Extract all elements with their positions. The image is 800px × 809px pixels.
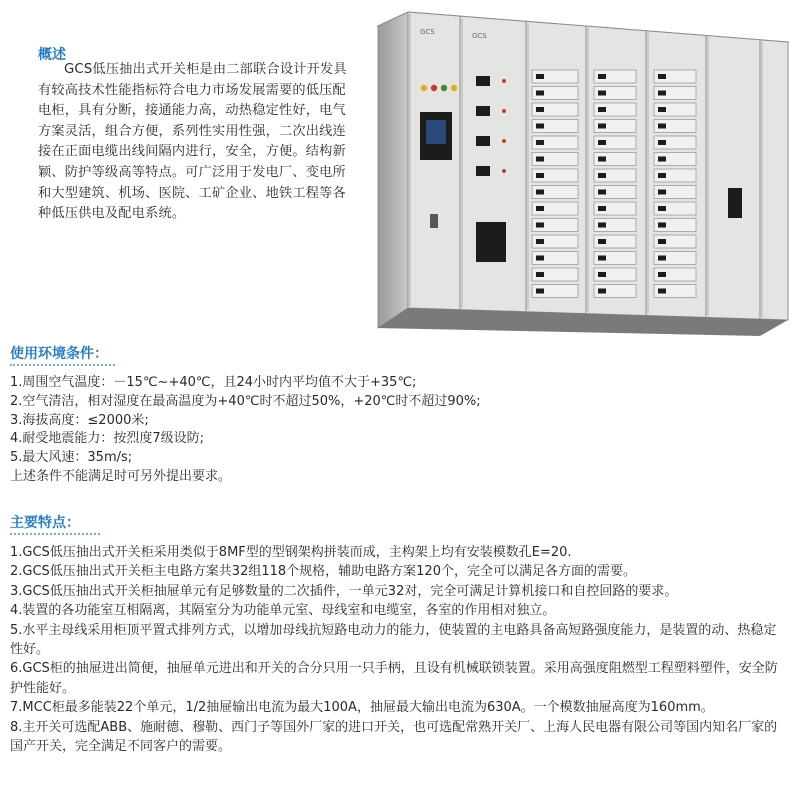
feature-item: 5.水平主母线采用柜顶平置式排列方式，以增加母线抗短路电动力的能力，使装置的主电路具备高短路强度能力，是装置的动、热稳定性好。 xyxy=(10,622,777,658)
breaker-window xyxy=(728,188,742,218)
drawer-breaker xyxy=(476,136,490,146)
environment-list xyxy=(10,374,481,487)
feature-item: 6.GCS柜的抽屉进出简便，抽屉单元进出和开关的合分只用一只手柄，且设有机械联锁装置。采用高强度阻燃型工程塑料塑件，安全防护性能好。 xyxy=(10,661,778,696)
drawer-breaker xyxy=(476,76,490,86)
environment-title: 使用环境条件： xyxy=(10,346,108,362)
features-list xyxy=(10,543,788,756)
indicator-lamp xyxy=(441,85,447,91)
feature-item: 2.GCS低压抽出式开关柜主电路方案共32组118个规格，辅助电路方案120个，完全可以满足各方面的需要。 xyxy=(10,564,636,580)
overview-paragraph xyxy=(38,60,356,225)
cabinet-panel xyxy=(706,36,760,320)
drawer-breaker xyxy=(476,106,490,116)
features-title: 主要特点： xyxy=(10,515,80,531)
feature-item: 3.GCS低压抽出式开关柜抽屉单元有足够数量的二次插件，一单元32对，完全可满足计算机接口和自控回路的要求。 xyxy=(10,583,678,599)
switchgear-cabinet-image xyxy=(368,8,790,338)
indicator-lamp xyxy=(451,85,457,91)
environment-item: 上述条件不能满足时可另外提出要求。 xyxy=(10,468,232,484)
environment-item: 1.周围空气温度：－15℃~+40℃，且24小时内平均值不大于+35℃; xyxy=(10,375,417,390)
handle xyxy=(430,214,438,228)
cabinet-label: GCS xyxy=(472,32,487,40)
cabinet-panel xyxy=(760,40,788,320)
feature-item: 1.GCS低压抽出式开关柜采用类似于8MF型的型钢架构拼装而成，主构架上均有安装模数孔E=20. xyxy=(10,545,572,560)
indicator-lamp xyxy=(431,85,437,91)
environment-divider xyxy=(10,364,115,366)
environment-item: 5.最大风速：35m/s; xyxy=(10,450,133,466)
cabinet-panel xyxy=(408,12,460,310)
drawer-breaker xyxy=(476,166,490,176)
cabinet-label: GCS xyxy=(420,28,435,36)
indicator-lamp xyxy=(421,85,427,91)
environment-item: 2.空气清洁，相对湿度在最高温度为+40℃时不超过50%，+20℃时不超过90%; xyxy=(10,393,481,409)
feature-item: 8.主开关可选配ABB、施耐德、穆勒、西门子等国外厂家的进口开关，也可选配常熟开关厂、上海人民电器有限公司等国内知名厂家的国产开关，完全满足不同客户的需要。 xyxy=(10,719,778,755)
overview-title: 概述 xyxy=(38,47,66,63)
environment-item: 4.耐受地震能力：按烈度7级设防; xyxy=(10,431,205,447)
environment-item: 3.海拔高度：≤2000米; xyxy=(10,412,149,428)
feature-item: 4.装置的各功能室互相隔离，其隔室分为功能单元室、母线室和电缆室，各室的作用相对独立。 xyxy=(10,603,556,619)
breaker-window xyxy=(476,222,506,262)
feature-item: 7.MCC柜最多能装22个单元，1/2抽屉输出电流为最大100A，抽屉最大输出电流为630A。一个模数抽屉高度为160mm。 xyxy=(10,700,714,716)
cabinet-panel xyxy=(460,16,526,312)
features-divider xyxy=(10,533,100,535)
overview-text: GCS低压抽出式开关柜是由二部联合设计开发具有较高技术性能指标符合电力市场发展需要的低压配电柜，具有分断，接通能力高，动热稳定性好，电气方案灵活，组合方便，系列性实用性强，二次出线连接在正面电缆出线间隔内进行，安全，方便。结构新颖、防护等级高等特点。可广泛用于发电厂、变电所和大型建筑、机场、医院、工矿企业、地铁工程等各种低压供电及配电系统。 xyxy=(38,62,347,222)
